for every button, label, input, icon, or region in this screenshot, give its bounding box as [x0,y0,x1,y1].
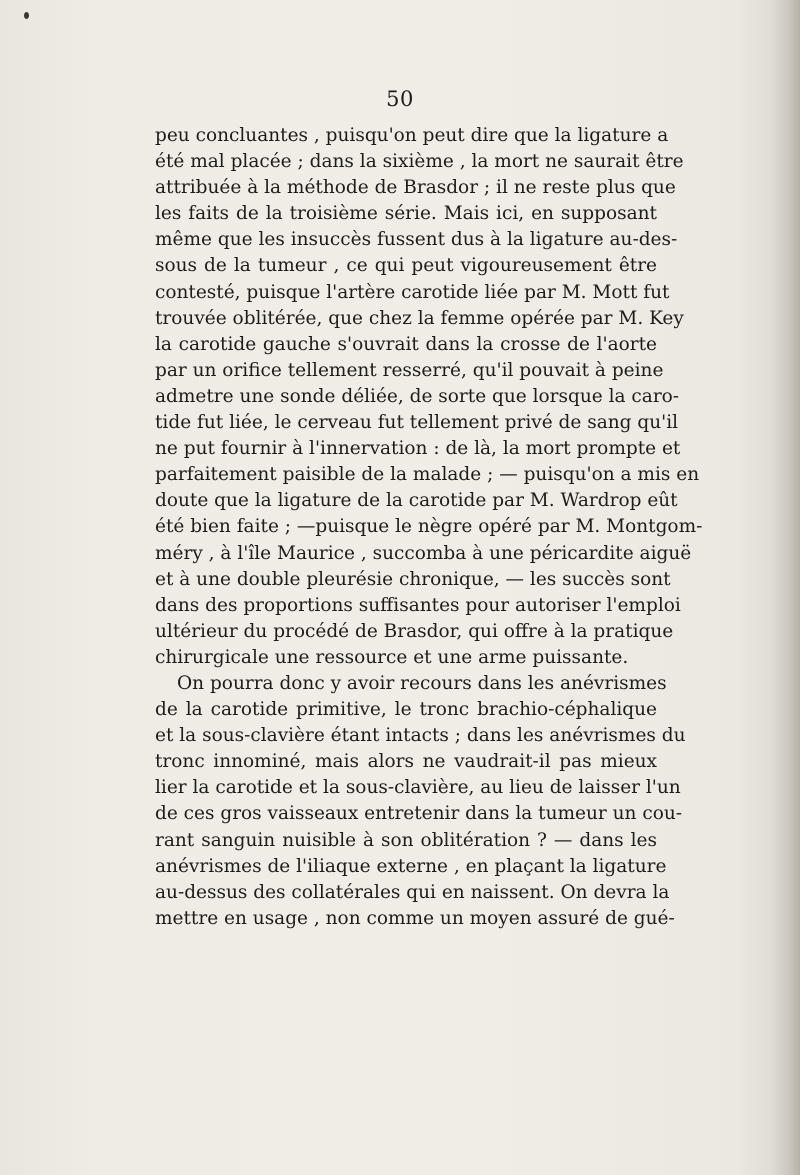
text-line: et la sous-clavière étant intacts ; dans les anévrismes du [155,725,686,747]
text-line: contesté, puisque l'artère carotide liée par M. Mott fut [155,281,670,303]
ink-speck [24,12,29,19]
text-line: tronc innominé, mais alors ne vaudrait-il pas mieux [155,751,657,773]
body-text [155,123,703,932]
text-line: doute que la ligature de la carotide par M. Wardrop eût [155,490,678,512]
text-line: et à une double pleurésie chronique, — les succès sont [155,568,671,590]
text-line: anévrismes de l'iliaque externe , en plaçant la ligature [155,855,667,877]
text-line: tide fut liée, le cerveau fut tellement privé de sang qu'il [155,412,679,434]
text-line: méry , à l'île Maurice , succomba à une péricardite aiguë [155,542,692,564]
text-line: admetre une sonde déliée, de sorte que lorsque la caro- [155,385,680,407]
page-number: 50 [386,87,414,111]
text-line: par un orifice tellement resserré, qu'il pouvait à peine [155,359,664,381]
text-line: de la carotide primitive, le tronc brachio-céphalique [155,699,657,721]
text-line: les faits de la troisième série. Mais ici, en supposant [155,203,657,225]
text-line: trouvée oblitérée, que chez la femme opérée par M. Key [155,307,684,329]
text-line: au-dessus des collatérales qui en naissent. On devra la [155,881,670,903]
text-line: mettre en usage , non comme un moyen assuré de gué- [155,907,675,929]
text-line: ultérieur du procédé de Brasdor, qui offre à la pratique [155,620,674,642]
text-line: parfaitement paisible de la malade ; — puisqu'on a mis en [155,464,700,486]
text-line: On pourra donc y avoir recours dans les anévrismes [177,672,667,694]
text-line: été bien faite ; —puisque le nègre opéré par M. Montgom- [155,516,703,538]
text-line: attribuée à la méthode de Brasdor ; il ne reste plus que [155,177,676,199]
page-edge-shadow [770,0,800,1175]
text-line: rant sanguin nuisible à son oblitération ? — dans les [155,829,657,851]
text-line: ne put fournir à l'innervation : de là, la mort prompte et [155,438,681,460]
text-line: lier la carotide et la sous-clavière, au lieu de laisser l'un [155,777,681,799]
text-line: sous de la tumeur , ce qui peut vigoureusement être [155,255,657,277]
text-line: chirurgicale une ressource et une arme puissante. [155,646,629,668]
text-line: même que les insuccès fussent dus à la ligature au-des- [155,229,678,251]
text-line: dans des proportions suffisantes pour autoriser l'emploi [155,594,681,616]
text-line: été mal placée ; dans la sixième , la mort ne saurait être [155,151,684,173]
text-line: de ces gros vaisseaux entretenir dans la tumeur un cou- [155,803,683,825]
text-line: la carotide gauche s'ouvrait dans la crosse de l'aorte [155,333,657,355]
text-line: peu concluantes , puisqu'on peut dire que la ligature a [155,125,669,146]
